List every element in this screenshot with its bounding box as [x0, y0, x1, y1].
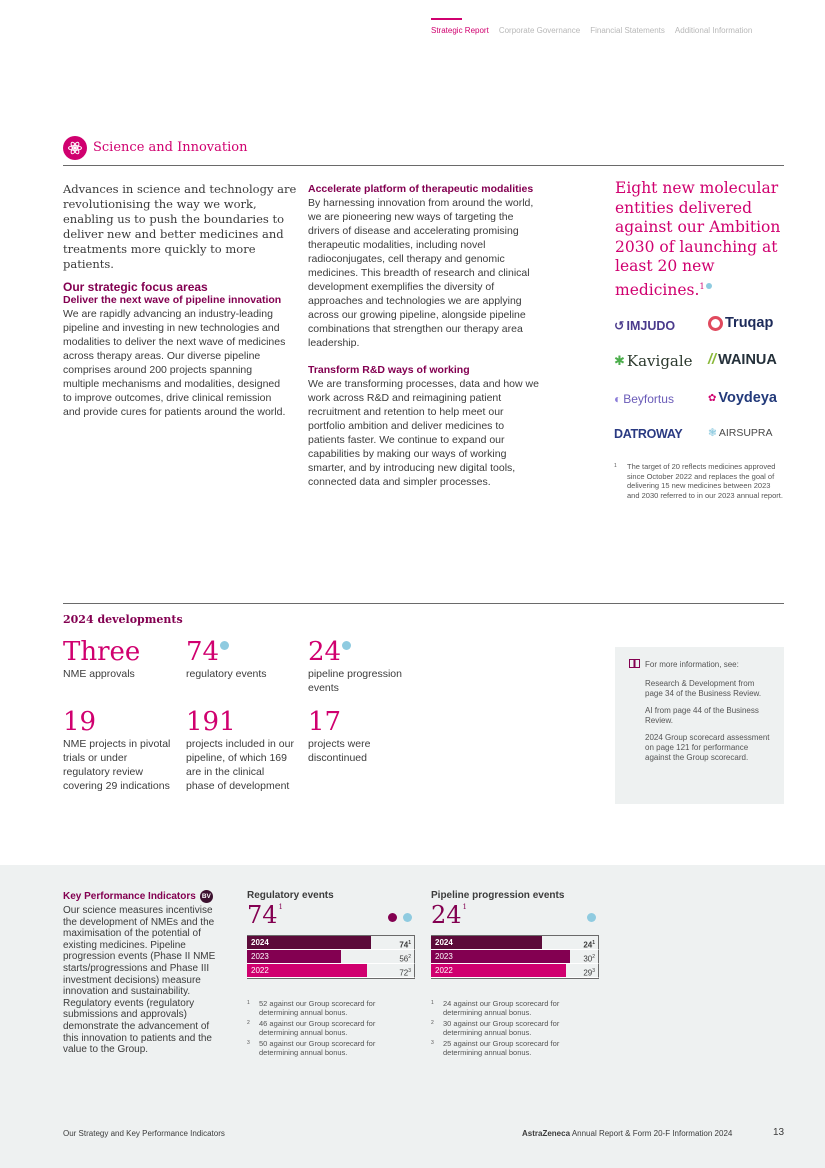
footer-publication — [522, 1129, 732, 1138]
stat-value: Three — [63, 637, 141, 667]
stat-nme-approvals — [63, 637, 175, 681]
atom-icon — [63, 136, 87, 160]
developments-title: 2024 developments — [63, 613, 183, 626]
chart-footnote: 1 24 against our Group scorecard for determining annual bonus. — [431, 999, 560, 1017]
chart-footnotes — [431, 999, 599, 1057]
stat-value-row — [186, 637, 298, 667]
modalities-body: By harnessing innovation from around the world, we are pioneering new ways of targeting the drivers of disease and accelerating promising therapeutic modalities, including novel radioconjugates, cell therapy and genomic medicines. This breadth of research and clinical development exemplifies the diversity of approaches and technologies we are applying across our growing pipeline, alongside pipeline combinations that strengthen our therapy area leadership. — [308, 197, 534, 349]
stat-value: 24 — [308, 637, 342, 667]
stat-value-row — [308, 637, 420, 667]
more-information-heading: For more information, see: — [629, 659, 772, 671]
intro-paragraph: Advances in science and technology are revolutionising the way we work, enabling us to push the boundaries to deliver new and better medicines and treatments more quickly to more patients. — [63, 182, 297, 271]
bar-row-2022 — [431, 964, 599, 978]
chart-title: Regulatory events — [247, 890, 334, 901]
chart-footnotes — [247, 999, 415, 1057]
more-information-box — [615, 647, 784, 804]
nme-callout-text: Eight new molecular entities delivered against our Ambition 2030 of launching at least 20 new medicines. — [615, 179, 781, 299]
stat-nme-projects — [63, 707, 171, 793]
top-navigation — [431, 26, 752, 35]
voydeya-logo: ✿ Voydeya — [708, 390, 777, 406]
developments-divider — [63, 603, 784, 604]
bar-category-label: 2023 — [251, 952, 269, 961]
chart-footnote: 2 46 against our Group scorecard for determining annual bonus. — [247, 1019, 376, 1037]
wainua-logo: // WAINUA — [708, 352, 777, 368]
kpi-title: Key Performance Indicators BV — [63, 891, 211, 902]
chart-headline: $24^1$ — [431, 901, 468, 929]
plum-dot-icon — [388, 913, 397, 922]
datroway-logo: DATROWAY — [614, 427, 683, 441]
kavigale-logo: ✱ Kavigale — [614, 352, 693, 370]
bar-category-label: 2024 — [251, 938, 269, 947]
bv-dot-icon — [342, 641, 351, 650]
regulatory-events-chart — [247, 890, 415, 1059]
bar-row-2023 — [247, 950, 415, 964]
book-icon — [629, 659, 640, 671]
kpi-description: Our science measures incentivise the development of NMEs and the maximisation of the potential of existing medicines. Pipeline progression events (Phase II NME starts/progressions and Phase III investment decisions) measure innovation and sustainability. Regulatory events (regulatory submissions and approvals) demonstrate the advancement of this innovation to patients and the value to the Group. — [63, 905, 216, 1056]
bar-row-2024 — [247, 936, 415, 950]
bar-value-label: $29^3$ — [583, 968, 595, 978]
bar-value-label: $24^1$ — [583, 940, 595, 950]
beyfortus-logo: ◐ Beyfortus — [614, 392, 674, 406]
modalities-heading: Accelerate platform of therapeutic modalities — [308, 183, 534, 195]
bar-value-label: $56^2$ — [399, 954, 411, 964]
chart-headline-row — [431, 901, 599, 935]
strategic-focus-heading: Our strategic focus areas — [63, 280, 208, 294]
stat-label: NME projects in pivotal trials or under regulatory review covering 29 indications — [63, 738, 171, 792]
bv-dot-icon — [706, 283, 712, 289]
bv-dot-icon — [587, 913, 596, 922]
bv-dot-icon — [220, 641, 229, 650]
chart-footnote: 3 25 against our Group scorecard for determining annual bonus. — [431, 1039, 560, 1057]
bar-category-label: 2023 — [435, 952, 453, 961]
bar-category-label: 2022 — [251, 966, 269, 975]
bar-row-2022 — [247, 964, 415, 978]
rd-ways-body: We are transforming processes, data and how we work across R&D and reimagining patient recruitment and retention to help meet our portfolio ambition and deliver medicines to patients faster. We continue to expand our capabilities by making our ways of working smarter, and by introducing new digital tools, connected data and simpler processes. — [308, 378, 539, 488]
bar-category-label: 2024 — [435, 938, 453, 947]
strategic-focus-column — [63, 280, 291, 419]
stat-value: 17 — [308, 707, 342, 737]
nav-additional-information[interactable]: Additional Information — [674, 26, 753, 35]
bar-value-label: $30^2$ — [583, 954, 595, 964]
pipeline-innovation-heading: Deliver the next wave of pipeline innovation — [63, 294, 282, 306]
chart-title: Pipeline progression events — [431, 890, 565, 901]
info-link-scorecard[interactable]: 2024 Group scorecard assessment on page 121 for performance against the Group scorecard. — [645, 733, 770, 762]
pipeline-innovation-body: We are rapidly advancing an industry-leading pipeline and investing in new technologies and modalities to deliver the next wave of medicines across therapy areas. Our diverse pipeline comprises around 200 projects spanning multiple mechanisms and modalities, designed to improve outcomes, drive clinical remission and provide cures for patients around the world. — [63, 308, 286, 418]
nme-callout — [615, 179, 790, 300]
stat-label: NME approvals — [63, 668, 135, 680]
stat-regulatory-events — [186, 637, 298, 681]
page-number: 13 — [773, 1127, 785, 1138]
footer-brand: AstraZeneca — [522, 1129, 571, 1138]
stat-discontinued — [308, 707, 420, 765]
chart-bars — [431, 935, 599, 979]
modalities-column — [308, 183, 540, 489]
bar-category-label: 2022 — [435, 966, 453, 975]
stat-label: regulatory events — [186, 668, 267, 680]
bv-badge: BV — [200, 890, 213, 903]
bar-value-label: $74^1$ — [399, 940, 411, 950]
rd-ways-heading: Transform R&D ways of working — [308, 364, 470, 376]
stat-pipeline-progression — [308, 637, 420, 695]
pipeline-progression-chart — [431, 890, 599, 1059]
bar-row-2023 — [431, 950, 599, 964]
stat-value: 74 — [186, 637, 220, 667]
stat-label: pipeline progression events — [308, 668, 402, 694]
truqap-logo: Truqap — [708, 315, 773, 331]
chart-headline: $74^1$ — [247, 901, 284, 929]
info-link-ai[interactable]: AI from page 44 of the Business Review. — [645, 706, 759, 725]
section-title: Science and Innovation — [93, 140, 248, 155]
info-link-rd[interactable]: Research & Development from page 34 of the Business Review. — [645, 679, 762, 698]
footer-section-name: Our Strategy and Key Performance Indicators — [63, 1129, 225, 1138]
bv-dot-icon — [403, 913, 412, 922]
footnote-text: The target of 20 reflects medicines approved since October 2022 and replaces the goal of delivering 15 new medicines between 2023 and 2030 referred to in our 2023 annual report. — [627, 462, 783, 500]
section-divider — [63, 165, 784, 166]
nav-strategic-report[interactable]: Strategic Report — [431, 26, 489, 35]
chart-footnote: 1 52 against our Group scorecard for determining annual bonus. — [247, 999, 376, 1017]
stat-label: projects included in our pipeline, of which 169 are in the clinical phase of development — [186, 738, 294, 792]
chart-footnote: 2 30 against our Group scorecard for determining annual bonus. — [431, 1019, 560, 1037]
bar-value-label: $72^3$ — [399, 968, 411, 978]
airsupra-logo: ❃ AIRSUPRA — [708, 427, 773, 439]
nme-target-footnote — [614, 462, 784, 500]
bar-row-2024 — [431, 936, 599, 950]
footnote-marker: 1 — [614, 463, 617, 469]
footer-title: Annual Report & Form 20-F Information 2024 — [571, 1129, 733, 1138]
chart-footnote: 3 50 against our Group scorecard for determining annual bonus. — [247, 1039, 376, 1057]
chart-bars — [247, 935, 415, 979]
stat-value: 19 — [63, 707, 97, 737]
nme-callout-sup: 1 — [699, 281, 705, 291]
nav-financial-statements[interactable]: Financial Statements — [590, 26, 665, 35]
stat-pipeline-projects — [186, 707, 294, 793]
stat-value: 191 — [186, 707, 236, 737]
stat-label: projects were discontinued — [308, 738, 371, 764]
chart-headline-row — [247, 901, 415, 935]
nav-corporate-governance[interactable]: Corporate Governance — [498, 26, 581, 35]
imjudo-logo: ↺ IMJUDO — [614, 318, 676, 333]
